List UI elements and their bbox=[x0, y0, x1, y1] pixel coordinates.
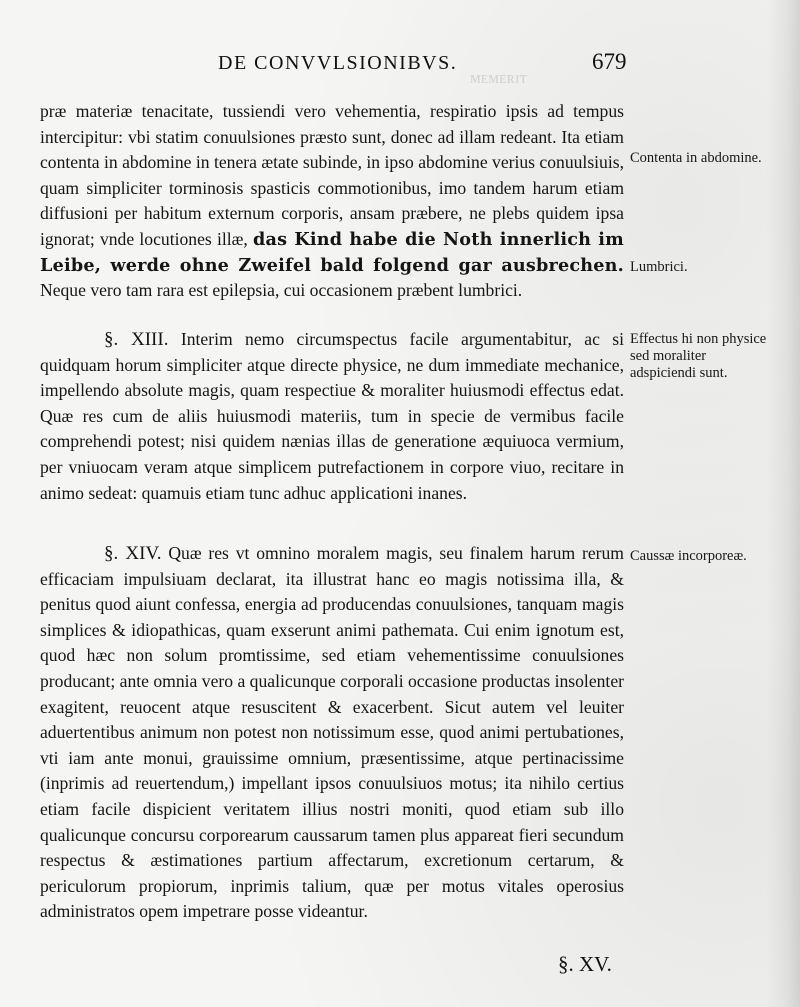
paragraph-1 bbox=[40, 99, 624, 304]
section-label-xiv: §. XIV. bbox=[104, 543, 162, 564]
paragraph-1-text-after: Neque vero tam rara est epilepsia, cui occasionem præbent lumbrici. bbox=[40, 280, 523, 301]
marginal-note-lumbrici: Lumbrici. bbox=[630, 259, 688, 275]
marginal-note-contenta: Contenta in abdomine. bbox=[630, 150, 762, 166]
page-edge-shadow bbox=[766, 0, 800, 1007]
paragraph-3-text: Quæ res vt omnino moralem magis, seu finalem harum rerum efficaciam impulsiuam declarat, ita illustrat hanc eo magis notissima illa, & penitus quod aiunt confessa, energia ad producendas conuulsiones, tanquam magis simplices & idiopathicas, quam exserunt animi pathemata. Cui enim ignotum est, quod hæc non solum promtissime, sed etiam vehementissime conuulsiones producant; ante omnia vero a qualicunque corporali occasione productas insolenter exagitent, reuocent atque resuscitent & exacerbent. Sicut autem vel leuiter aduertentibus animum non potest non notissimum esse, quod animi pertubationes, vti iam ante monui, grauissime omnium, præsentissime, atque pertinacissime (inprimis ad reuertendum,) impellant ipsos conuulsiuos motus; ita nihilo certius etiam facile dispicient veritatem illius nostri moniti, quod etiam sub illo qualicunque concursu corporearum caussarum tamen plus appareat fieri secundum respectus & æstimationes partium affectarum, excretionum certarum, & periculorum propiorum, inprimis talium, quæ per motus vitales operosius administratos opem impetrare posse videantur. bbox=[40, 543, 624, 922]
paragraph-2-text: Interim nemo circumspectus facile argumentabitur, ac si quidquam horum simpliciter atque directe physice, ne dum immediate mechanice, impellendo absolute magis, quam respectiue & moraliter huiusmodi effectus edat. Quæ res cum de aliis huiusmodi materiis, tum in specie de vermibus facile comprehendi potest; nisi quidem nænias illas de generatione æquiuoca vermium, per vniuocam veram atque simplicem putrefactionem in corpore viuo, recitare in animo sedeat: quamuis etiam tunc adhuc applicationi inanes. bbox=[40, 329, 625, 503]
paragraph-2 bbox=[40, 327, 624, 506]
section-label-xiii: §. XIII. bbox=[104, 329, 169, 350]
marginal-note-caussae: Caussæ incorporeæ. bbox=[630, 548, 747, 564]
paragraph-1-text: præ materiæ tenacitate, tussiendi vero vehementia, respiratio ipsis ad tempus intercipitur: vbi statim conuulsiones præsto sunt, donec ad illam redeant. Ita etiam contenta in abdomine in tenera ætate subinde, in ipso abdomine verius conuulsiuis, quam simpliciter torminosis spasticis commotionibus, imo tandem harum etiam diffusioni per habitum externum corporis, ansam præbere, ne plebs quidem ipsa ignorat; vnde locutiones illæ, bbox=[40, 101, 624, 249]
marginal-note-effectus: Effectus hi non physice sed moraliter adspiciendi sunt. bbox=[630, 331, 767, 381]
running-title: DE CONVVLSIONIBVS. bbox=[218, 52, 458, 74]
paragraph-3 bbox=[40, 541, 624, 925]
show-through-text: ᴍᴇᴍᴇʀɪᴛ bbox=[470, 68, 528, 87]
catchword: §. XV. bbox=[558, 952, 612, 976]
gothic-german-phrase: das Kind habe die Noth innerlich im Leibe, werde ohne Zweifel bald folgend gar ausbrechen. bbox=[40, 228, 624, 276]
page-number: 679 bbox=[592, 49, 627, 74]
